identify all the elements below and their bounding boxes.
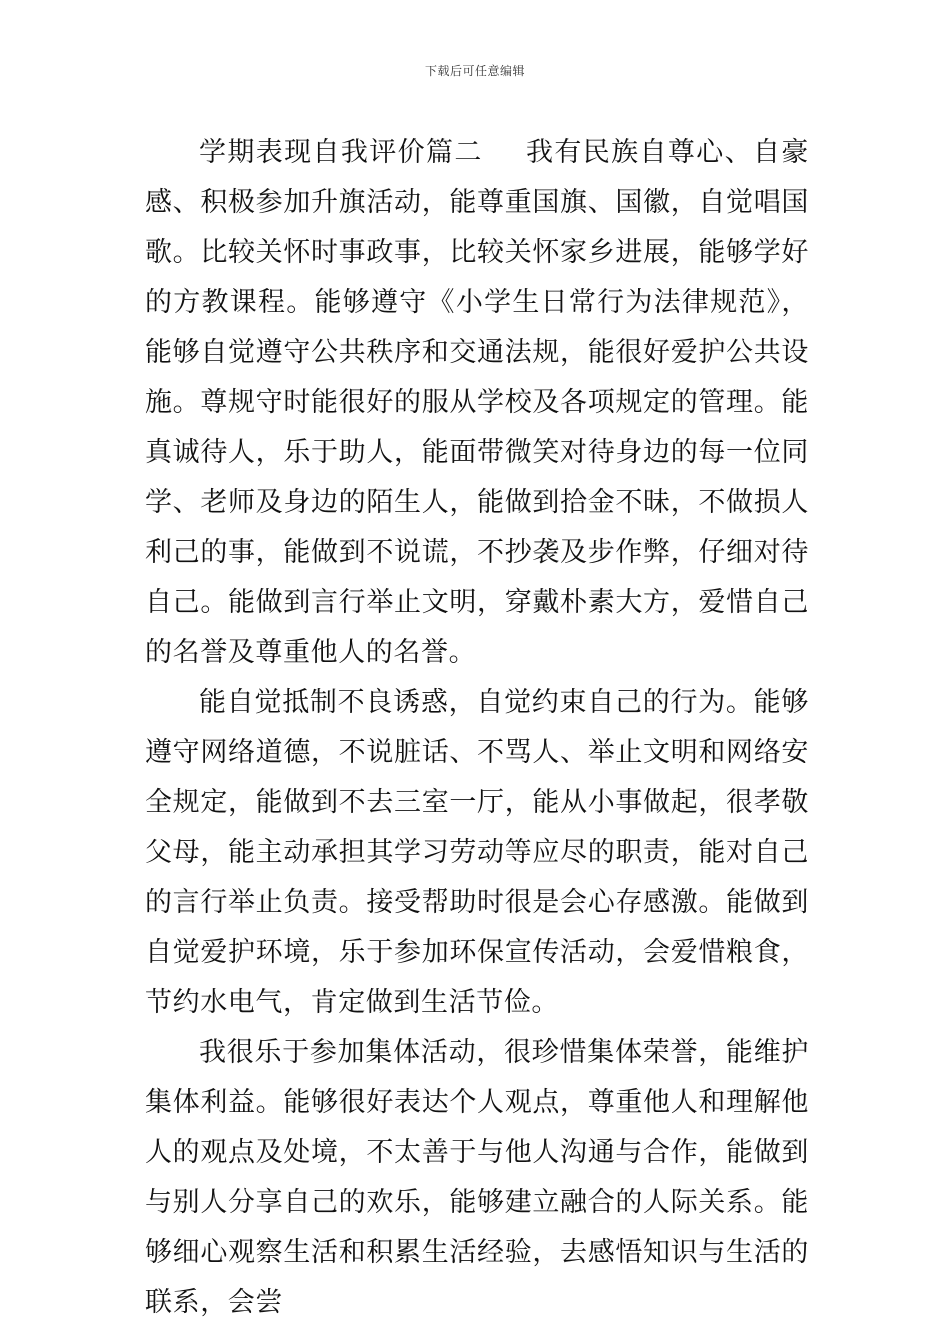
paragraph-1 [145,128,809,678]
header-note: 下载后可任意编辑 [424,64,525,78]
paragraph-1-text: 我有民族自尊心、自豪感、积极参加升旗活动，能尊重国旗、国徽，自觉唱国歌。比较关怀时事政事，比较关怀家乡进展，能够学好的方教课程。能够遵守《小学生日常行为法律规范》，能够自觉遵守公共秩序和交通法规，能很好爱护公共设施。尊规守时能很好的服从学校及各项规定的管理。能真诚待人，乐于助人，能面带微笑对待身边的每一位同学、老师及身边的陌生人，能做到拾金不昧，不做损人利己的事，能做到不说谎，不抄袭及步作弊，仔细对待自己。能做到言行举止文明，穿戴朴素大方，爱惜自己的名誉及尊重他人的名誉。 [145,137,810,668]
paragraph-2: 能自觉抵制不良诱惑，自觉约束自己的行为。能够遵守网络道德，不说脏话、不骂人、举止文明和网络安全规定，能做到不去三室一厅，能从小事做起，很孝敬父母，能主动承担其学习劳动等应尽的职责，能对自己的言行举止负责。接受帮助时很是会心存感激。能做到自觉爱护环境，乐于参加环保宣传活动，会爱惜粮食，节约水电气，肯定做到生活节俭。 [145,687,809,1018]
document-body [145,128,809,1328]
document-title: 学期表现自我评价篇二 [199,137,483,168]
paragraph-3: 我很乐于参加集体活动，很珍惜集体荣誉，能维护集体利益。能够很好表达个人观点，尊重他人和理解他人的观点及处境，不太善于与他人沟通与合作，能做到与别人分享自己的欢乐，能够建立融合的人际关系。能够细心观察生活和积累生活经验，去感悟知识与生活的联系，会尝 [145,1037,809,1318]
